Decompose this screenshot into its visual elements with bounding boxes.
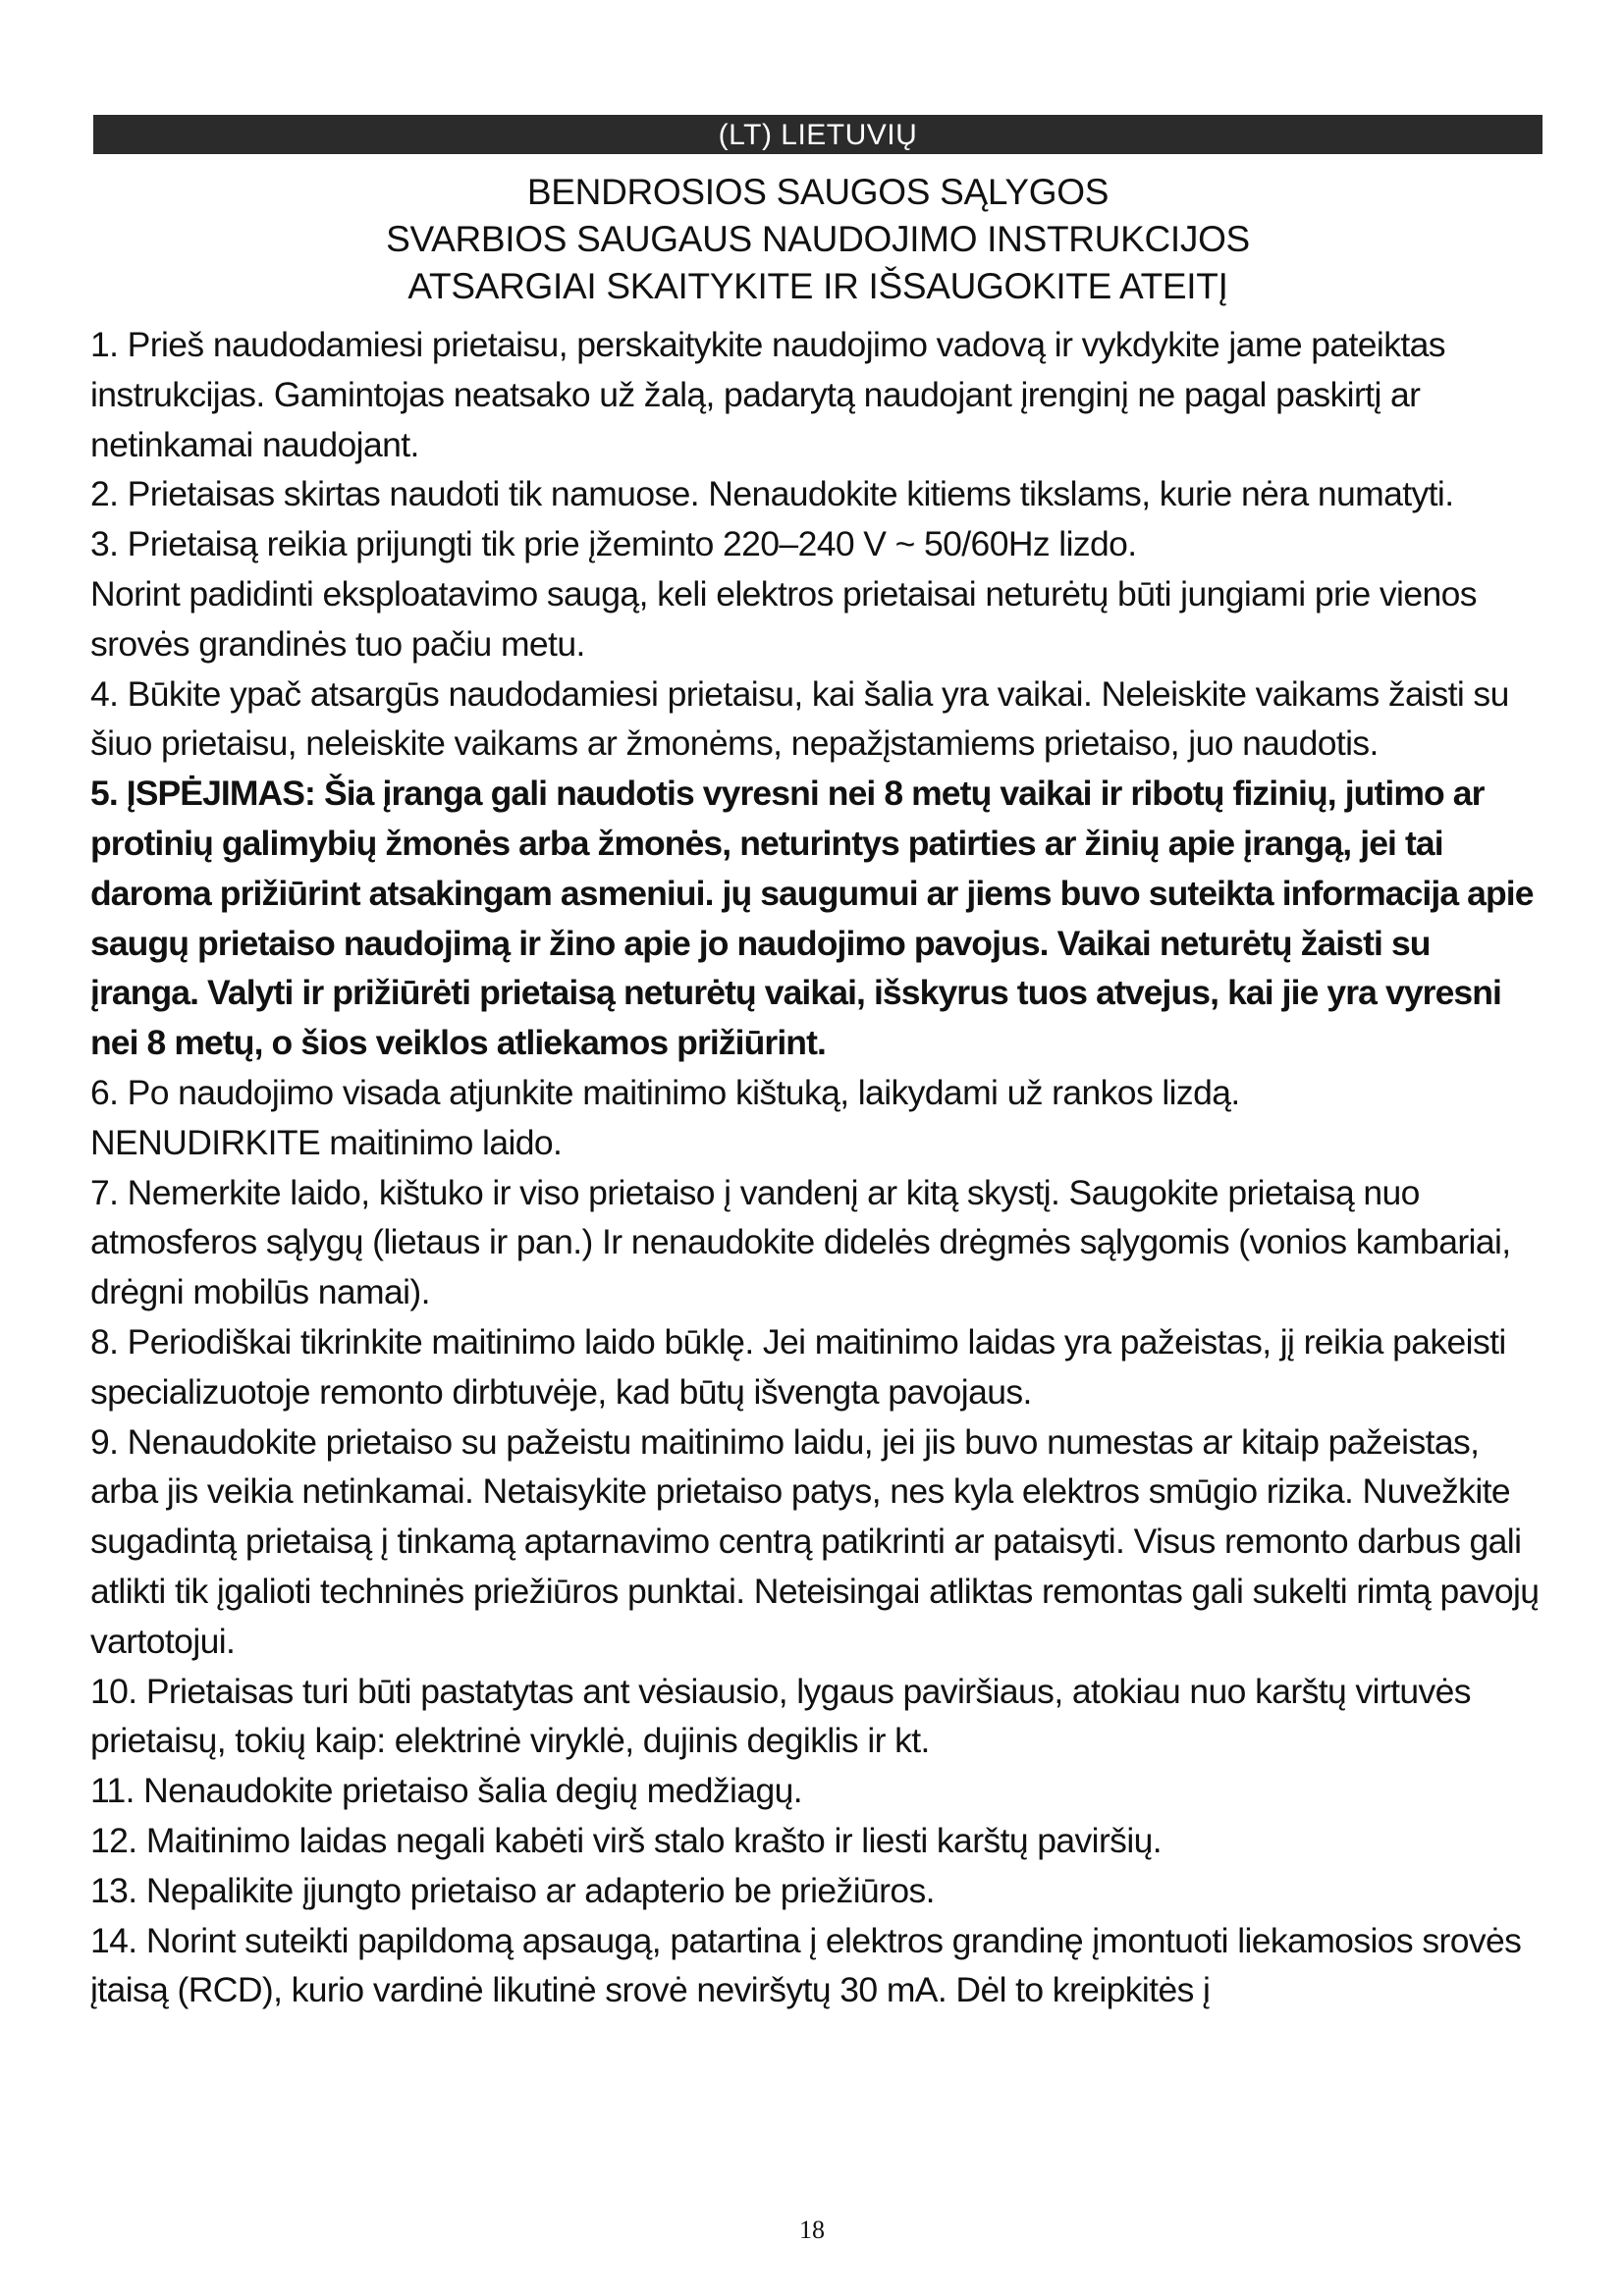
instruction-13: 13. Nepalikite įjungto prietaiso ar adapterio be priežiūros. [90,1870,935,1910]
instruction-7: 7. Nemerkite laido, kištuko ir viso prietaiso į vandenį ar kitą skystį. Saugokite prietaisą nuo atmosferos sąlygų (lietaus ir pan.) Ir nenaudokite didelės drėgmės sąlygomis (vonios kambariai, drėgni mobilūs namai). [90,1172,1511,1312]
instruction-4: 4. Būkite ypač atsargūs naudodamiesi prietaisu, kai šalia yra vaikai. Neleiskite vaikams žaisti su šiuo prietaisu, neleiskite vaikams ar žmonėms, nepažįstamiems prietaiso, juo naudotis. [90,673,1509,764]
instruction-2: 2. Prietaisas skirtas naudoti tik namuose. Nenaudokite kitiems tikslams, kurie nėra numatyti. [90,474,1454,514]
section-titles [93,169,1543,310]
page-number: 18 [799,2216,825,2244]
instruction-11: 11. Nenaudokite prietaiso šalia degių medžiagų. [90,1771,803,1811]
instruction-3: 3. Prietaisą reikia prijungti tik prie įžeminto 220–240 V ~ 50/60Hz lizdo. [90,524,1137,564]
instruction-10: 10. Prietaisas turi būti pastatytas ant vėsiausio, lygaus paviršiaus, atokiau nuo karštų virtuvės prietaisų, tokių kaip: elektrinė viryklė, dujinis degiklis ir kt. [90,1671,1471,1761]
instruction-1: 1. Prieš naudodamiesi prietaisu, perskaitykite naudojimo vadovą ir vykdykite jame pateiktas instrukcijas. Gamintojas neatsako už žalą, padarytą naudojant įrenginį ne pagal paskirtį ar netinkamai naudojant. [90,325,1445,464]
instruction-9: 9. Nenaudokite prietaiso su pažeistu maitinimo laidu, jei jis buvo numestas ar kitaip pažeistas, arba jis veikia netinkamai. Netaisykite prietaiso patys, nes kyla elektros smūgio rizika. Nuvežkite sugadintą prietaisą į tinkamą aptarnavimo centrą patikrinti ar pataisyti. Visus remonto darbus gali atlikti tik įgalioti techninės priežiūros punktai. Neteisingai atliktas remontas gali sukelti rimtą pavojų vartotojui. [90,1421,1540,1661]
instruction-12: 12. Maitinimo laidas negali kabėti virš stalo krašto ir liesti karštų paviršių. [90,1820,1163,1860]
language-label: (LT) LIETUVIŲ [718,119,918,151]
instruction-3-note: Norint padidinti eksploatavimo saugą, keli elektros prietaisai neturėtų būti jungiami prie vienos srovės grandinės tuo pačiu metu. [90,573,1477,664]
instruction-14: 14. Norint suteikti papildomą apsaugą, patartina į elektros grandinę įmontuoti liekamosios srovės įtaisą (RCD), kurio vardinė likutinė srovė neviršytų 30 mA. Dėl to kreipkitės į [90,1920,1522,2010]
instructions-body [90,320,1543,2015]
instruction-6-note: NENUDIRKITE maitinimo laido. [90,1122,563,1162]
instruction-5-warning: 5. ĮSPĖJIMAS: Šia įranga gali naudotis vyresni nei 8 metų vaikai ir ribotų fizinių, jutimo ar protinių galimybių žmonės arba žmonės, neturintys patirties ar žinių apie įrangą, jei tai daroma prižiūrint atsakingam asmeniui. jų saugumui ar jiems buvo suteikta informacija apie saugų prietaiso naudojimą ir žino apie jo naudojimo pavojus. Vaikai neturėtų žaisti su įranga. Valyti ir prižiūrėti prietaisą neturėtų vaikai, išskyrus tuos atvejus, kai jie yra vyresni nei 8 metų, o šios veiklos atliekamos prižiūrint. [90,774,1534,1063]
instruction-8: 8. Periodiškai tikrinkite maitinimo laido būklę. Jei maitinimo laidas yra pažeistas, jį reikia pakeisti specializuotoje remonto dirbtuvėje, kad būtų išvengta pavojaus. [90,1321,1506,1412]
title-read-and-keep: ATSARGIAI SKAITYKITE IR IŠSAUGOKITE ATEITĮ [407,266,1228,306]
language-header-bar [93,115,1543,154]
title-general-safety: BENDROSIOS SAUGOS SĄLYGOS [526,172,1110,212]
instruction-6: 6. Po naudojimo visada atjunkite maitinimo kištuką, laikydami už rankos lizdą. [90,1072,1240,1112]
title-important-instructions: SVARBIOS SAUGAUS NAUDOJIMO INSTRUKCIJOS [386,219,1250,259]
